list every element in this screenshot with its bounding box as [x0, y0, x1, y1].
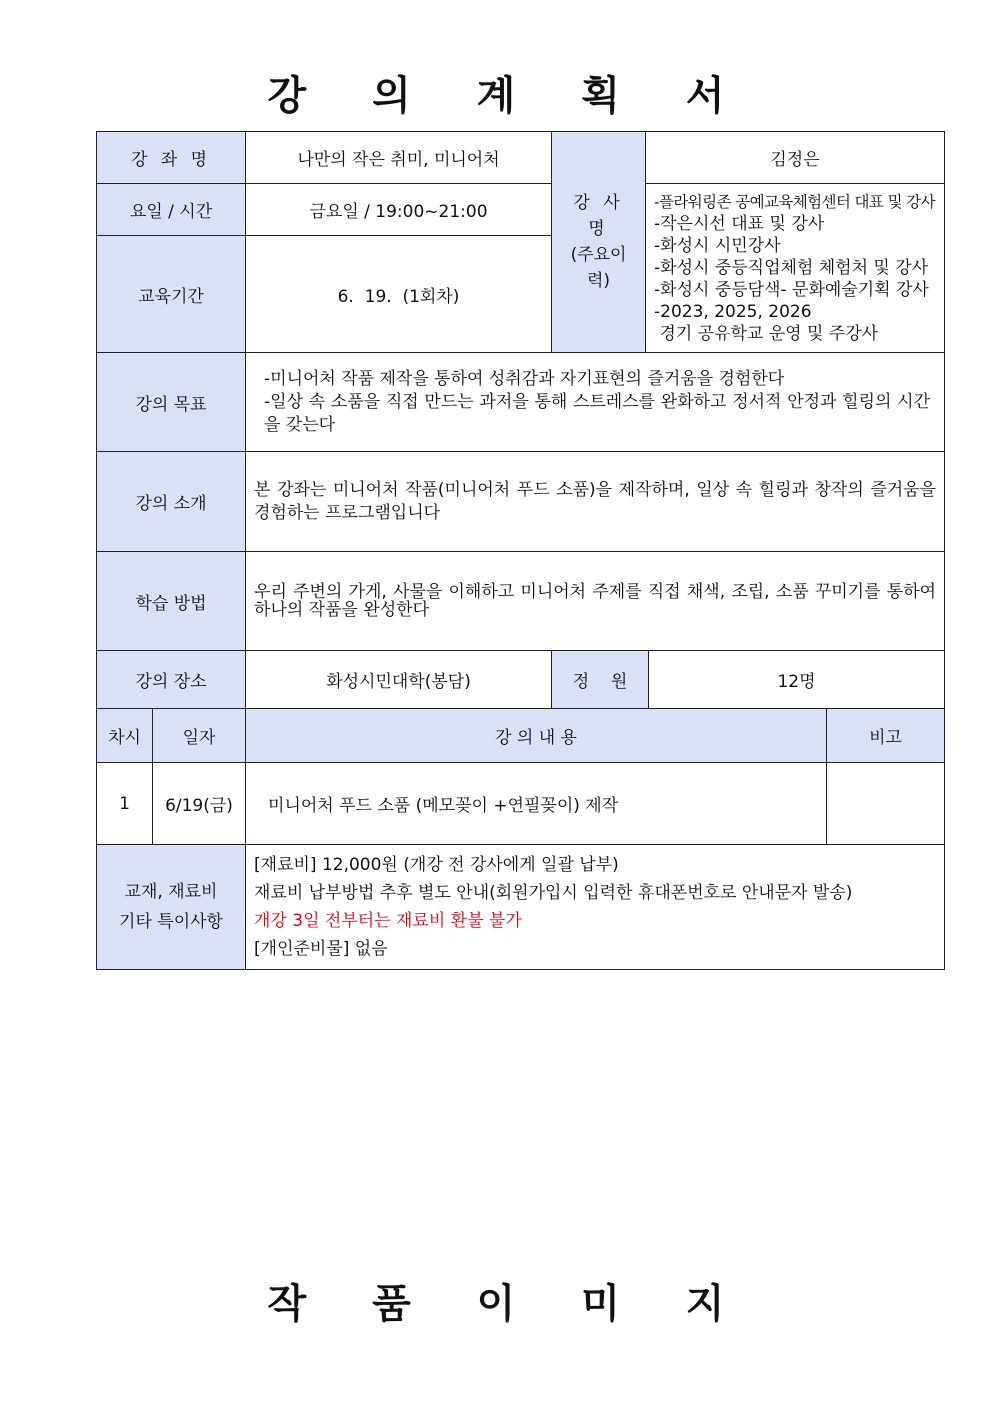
date-header: 일자 [153, 709, 246, 763]
capacity-value: 12명 [649, 651, 945, 709]
note-cell [827, 763, 945, 845]
instructor-label-name: 강 사 명 [573, 193, 624, 239]
course-plan-table [96, 131, 945, 970]
page-title: 강 의 계 획 서 [267, 73, 751, 119]
materials-label [97, 845, 246, 970]
payment-method-line: 재료비 납부방법 추후 별도 안내(회원가입시 입력한 휴대폰번호로 안내문자 발송) [254, 883, 853, 903]
history-line: -화성시 중등담색- 문화예술기획 강사 [654, 280, 929, 300]
place-value: 화성시민대학(봉담) [246, 651, 552, 709]
image-section-title: 작 품 이 미 지 [267, 1281, 751, 1327]
goal-line: -미니어처 작품 제작을 통하여 성취감과 자기표현의 즐거움을 경험한다 [264, 368, 785, 389]
place-label: 강의 장소 [97, 651, 246, 709]
instructor-label [552, 132, 646, 353]
history-line: -2023, 2025, 2026 [654, 302, 812, 322]
content-cell: 미니어처 푸드 소품 (메모꽂이 +연필꽂이) 제작 [246, 763, 827, 845]
date-cell: 6/19(금) [153, 763, 246, 845]
history-line: -작은시선 대표 및 강사 [654, 214, 825, 234]
method-label: 학습 방법 [97, 552, 246, 651]
goal-value [246, 353, 945, 452]
day-time-label: 요일 / 시간 [97, 184, 246, 236]
materials-value [246, 845, 945, 970]
course-name-value: 나만의 작은 취미, 미니어처 [246, 132, 552, 184]
period-value: 6. 19. (1회차) [246, 236, 552, 353]
personal-items-line: [개인준비물] 없음 [254, 939, 388, 959]
table-row [97, 763, 945, 845]
session-cell: 1 [97, 763, 153, 845]
material-fee-line: [재료비] 12,000원 (개강 전 강사에게 일괄 납부) [254, 855, 619, 875]
goal-line: -일상 속 소품을 직접 만드는 과저을 통해 스트레스를 완화하고 정서적 안정과 힐링의 시간을 갖는다 [264, 391, 931, 435]
intro-value: 본 강좌는 미니어처 작품(미니어처 푸드 소품)을 제작하며, 일상 속 힐링과 창작의 즐거움을 경험하는 프로그램입니다 [246, 452, 945, 552]
course-name-label: 강 좌 명 [97, 132, 246, 184]
note-header: 비고 [827, 709, 945, 763]
history-line: -화성시 시민강사 [654, 236, 781, 256]
session-header: 차시 [97, 709, 153, 763]
history-line: 경기 공유학교 운영 및 주강사 [654, 324, 879, 344]
history-line: -플라워링존 공예교육체험센터 대표 및 강사 [654, 193, 936, 211]
instructor-history [646, 184, 945, 353]
content-header: 강 의 내 용 [246, 709, 827, 763]
period-label: 교육기간 [97, 236, 246, 353]
intro-label: 강의 소개 [97, 452, 246, 552]
capacity-label: 정 원 [552, 651, 649, 709]
day-time-value: 금요일 / 19:00~21:00 [246, 184, 552, 236]
instructor-label-history: (주요이력) [570, 245, 627, 291]
refund-warning-line: 개강 3일 전부터는 재료비 환불 불가 [254, 911, 522, 931]
materials-label-line: 교재, 재료비 [124, 882, 218, 902]
method-value: 우리 주변의 가게, 사물을 이해하고 미니어처 주제를 직접 채색, 조립, 소품 꾸미기를 통하여 하나의 작품을 완성한다 [246, 552, 945, 651]
history-line: -화성시 중등직업체험 체험처 및 강사 [654, 258, 929, 278]
materials-label-line: 기타 특이사항 [119, 912, 223, 932]
goal-label: 강의 목표 [97, 353, 246, 452]
instructor-name: 김정은 [646, 132, 945, 184]
